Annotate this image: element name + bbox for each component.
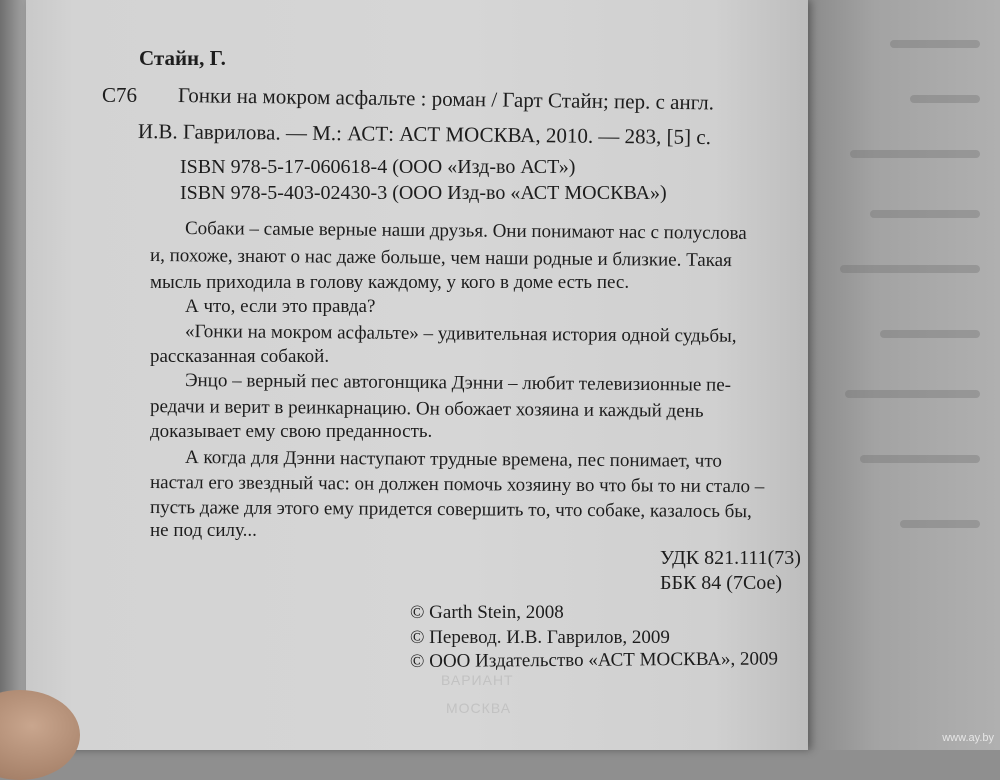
annotation-line: редачи и верит в реинкарнацию. Он обожает хозяина и каждый день	[149, 396, 704, 422]
copyright-line: © ООО Издательство «АСТ МОСКВА», 2009	[409, 648, 779, 672]
bib-record-line: И.В. Гаврилова. — М.: АСТ: АСТ МОСКВА, 2010. — 283, [5] с.	[137, 119, 712, 149]
bib-record-line: Гонки на мокром асфальте : роман / Гарт Стайн; пер. с англ.	[177, 83, 715, 115]
annotation-line: Энцо – верный пес автогонщика Дэнни – любит телевизионные пе-	[184, 370, 732, 396]
annotation-line: не под силу...	[150, 520, 257, 541]
annotation-line: и, похоже, знают о нас даже больше, чем наши родные и близкие. Такая	[149, 245, 732, 272]
annotation-line: рассказанная собакой.	[150, 346, 330, 367]
annotation-line: настал его звездный час: он должен помочь хозяину во что бы то ни стало –	[149, 472, 765, 498]
bleed-through-text: ВАРИАНТ	[441, 672, 514, 688]
annotation-line: Собаки – самые верные наши друзья. Они понимают нас с полуслова	[184, 218, 747, 244]
isbn-line: ISBN 978-5-403-02430-3 (ООО Изд-во «АСТ МОСКВА»)	[180, 182, 667, 204]
annotation-line: доказывает ему свою преданность.	[150, 421, 433, 442]
copyright-line: © Garth Stein, 2008	[410, 602, 564, 623]
adjacent-page	[808, 0, 1000, 750]
author-heading: Стайн, Г.	[139, 46, 226, 70]
annotation-line: А что, если это правда?	[185, 296, 376, 317]
watermark: www.ay.by	[942, 732, 994, 744]
copyright-line: © Перевод. И.В. Гаврилов, 2009	[410, 627, 670, 648]
annotation-line: мысль приходила в голову каждому, у кого в доме есть пес.	[150, 272, 630, 293]
annotation-line: пусть даже для этого ему придется совершить то, что собаке, казалось бы,	[149, 497, 752, 523]
annotation-line: «Гонки на мокром асфальте» – удивительная история одной судьбы,	[184, 321, 737, 347]
isbn-line: ISBN 978-5-17-060618-4 (ООО «Изд-во АСТ»)	[180, 156, 576, 178]
bleed-through-text: МОСКВА	[446, 700, 512, 716]
annotation-line: А когда для Дэнни наступают трудные времена, пес понимает, что	[184, 447, 723, 472]
bbk-index: ББК 84 (7Сое)	[660, 572, 783, 594]
udk-index: УДК 821.111(73)	[660, 547, 801, 569]
class-mark: С76	[102, 83, 138, 107]
